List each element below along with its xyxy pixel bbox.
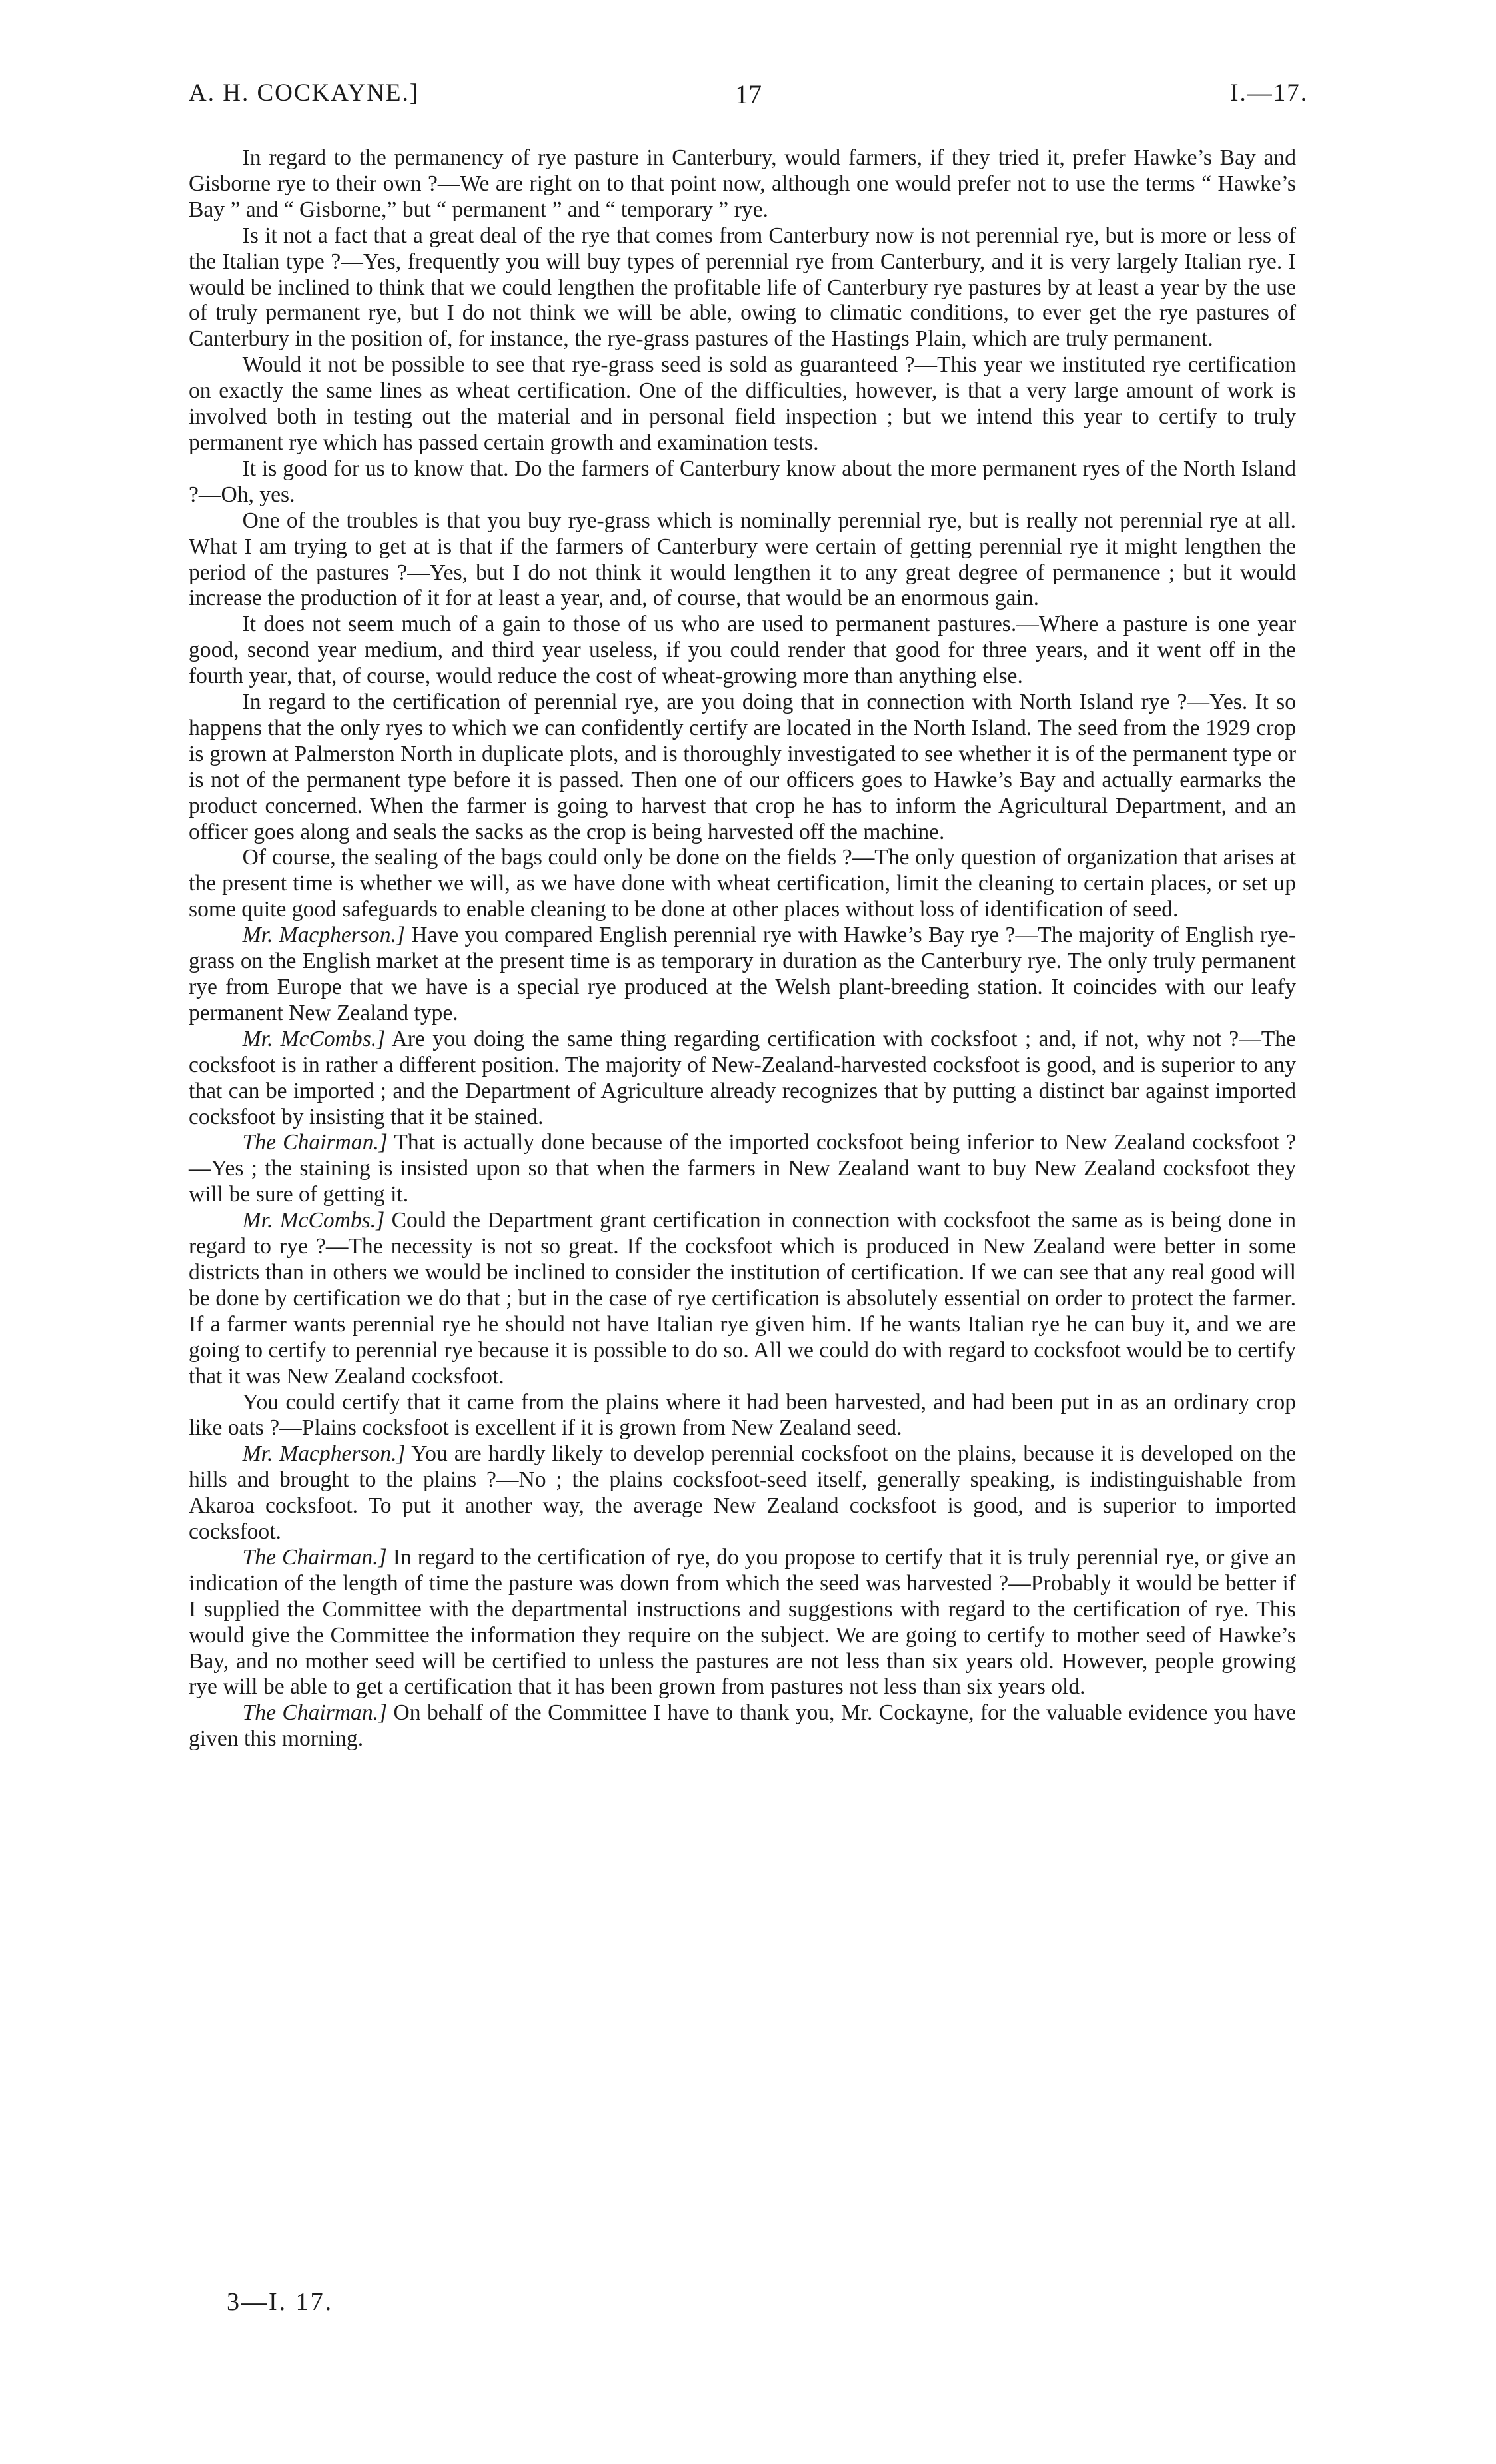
paragraph [189, 612, 1296, 690]
paragraph [189, 690, 1296, 845]
evidence-body [189, 145, 1296, 1752]
paragraph-text: It does not seem much of a gain to those of us who are used to permanent pastures.—Where a pasture is one year good, second year medium, and third year useless, if you could render that good for three years, and it went off in the fourth year, that, of course, would reduce the cost of wheat-growing more than anything else. [189, 612, 1296, 689]
paragraph [189, 145, 1296, 223]
paragraph [189, 1700, 1296, 1752]
paragraph-text: One of the troubles is that you buy rye-grass which is nominally perennial rye, but is really not perennial rye at all. What I am trying to get at is that if the farmers of Canterbury were certain of getting perennial rye it might lengthen the period of the pastures ?—Yes, but I do not think it would lengthen it to any great degree of permanence ; but it would increase the production of it for at least a year, and, of course, that would be an enormous gain. [189, 508, 1296, 611]
paragraph [189, 1208, 1296, 1389]
paragraph [189, 1390, 1296, 1442]
paragraph-text: Have you compared English perennial rye with Hawke’s Bay rye ?—The majority of English rye-grass on the English market at the present time is as temporary in duration as the Canterbury rye. The only truly permanent rye from Europe that we have is a special rye produced at the Welsh plant-breeding station. It coincides with our leafy permanent New Zealand type. [189, 923, 1296, 1025]
paragraph [189, 923, 1296, 1027]
speaker-label: The Chairman.] [242, 1700, 388, 1726]
header-witness-name: A. H. COCKAYNE.] [189, 79, 420, 107]
paragraph-text: Is it not a fact that a great deal of the rye that comes from Canterbury now is not perennial rye, but is more or less of the Italian type ?—Yes, frequently you will buy types of perennial rye from Canterbury, and it is very largely Italian rye. I would be inclined to think that we could lengthen the profitable life of Canterbury rye pastures by at least a year by the use of truly permanent rye, but I do not think we will be able, owing to climatic conditions, to ever get the rye pastures of Canterbury in the position of, for instance, the rye-grass pastures of the Hastings Plain, which are truly permanent. [189, 223, 1296, 352]
page-header [189, 79, 1308, 119]
paragraph [189, 352, 1296, 456]
paragraph-text: Of course, the sealing of the bags could only be done on the fields ?—The only question of organization that arises at the present time is whether we will, as we have done with wheat certification, limit the cleaning to certain places, or set up some quite good safeguards to enable cleaning to be done at other places without loss of identification of seed. [189, 845, 1296, 922]
paragraph-text: Are you doing the same thing regarding certification with cocksfoot ; and, if not, why not ?—The cocksfoot is in rather a different position. The majority of New-Zealand-harvested cocksfoot is good, and is superior to any that can be imported ; and the Department of Agriculture already recognizes that by putting a distinct bar against imported cocksfoot by insisting that it be stained. [189, 1026, 1296, 1129]
paragraph [189, 1130, 1296, 1208]
paragraph [189, 1027, 1296, 1131]
paragraph-text: In regard to the permanency of rye pasture in Canterbury, would farmers, if they tried it, prefer Hawke’s Bay and Gisborne rye to their own ?—We are right on to that point now, although one would prefer not to use the terms “ Hawke’s Bay ” and “ Gisborne,” but “ permanent ” and “ temporary ” rye. [189, 145, 1296, 222]
speaker-label: The Chairman.] [242, 1544, 387, 1570]
paragraph-text: It is good for us to know that. Do the farmers of Canterbury know about the more permanent ryes of the North Island ?—Oh, yes. [189, 456, 1296, 507]
paragraph-text: Would it not be possible to see that rye-grass seed is sold as guaranteed ?—This year we instituted rye certification on exactly the same lines as wheat certification. One of the difficulties, however, is that a very large amount of work is involved both in testing out the material and in personal field inspection ; but we intend this year to certify to truly permanent rye which has passed certain growth and examination tests. [189, 352, 1296, 455]
paragraph [189, 508, 1296, 612]
speaker-label: Mr. McCombs.] [242, 1208, 385, 1233]
paragraph [189, 1545, 1296, 1700]
document-reference: I.—17. [1230, 79, 1308, 107]
speaker-label: Mr. Macpherson.] [242, 1441, 406, 1467]
paragraph [189, 456, 1296, 508]
page-number: 17 [735, 79, 762, 109]
speaker-label: Mr. Macpherson.] [242, 923, 405, 948]
speaker-label: Mr. McCombs.] [242, 1026, 386, 1051]
paragraph-text: Could the Department grant certification in connection with cocksfoot the same as is being done in regard to rye ?—The necessity is not so great. If the cocksfoot which is produced in New Zealand were better in some districts than in others we would be inclined to consider the institution of certification. If we can see that any real good will be done by certification we do that ; but in the case of rye certification is absolutely essential on order to protect the farmer. If a farmer wants perennial rye he should not have Italian rye given him. If he wants Italian rye he can buy it, and we are going to certify to perennial rye because it is possible to do so. All we could do with regard to cocksfoot would be to certify that it was New Zealand cocksfoot. [189, 1208, 1296, 1389]
paragraph [189, 845, 1296, 923]
paragraph-text: That is actually done because of the imported cocksfoot being inferior to New Zealand cocksfoot ?—Yes ; the staining is insisted upon so that when the farmers in New Zealand want to buy New Zealand cocksfoot they will be sure of getting it. [189, 1130, 1297, 1207]
paragraph-text: You could certify that it came from the plains where it had been harvested, and had been put in as an ordinary crop like oats ?—Plains cocksfoot is excellent if it is grown from New Zealand seed. [189, 1389, 1296, 1441]
paragraph-text: In regard to the certification of perennial rye, are you doing that in connection with North Island rye ?—Yes. It so happens that the only ryes to which we can confidently certify are located in the North Island. The seed from the 1929 crop is grown at Palmerston North in duplicate plots, and is thoroughly investigated to see whether it is of the permanent type or is not of the permanent type before it is passed. Then one of our officers goes to Hawke’s Bay and actually earmarks the product concerned. When the farmer is going to harvest that crop he has to inform the Agricultural Department, and an officer goes along and seals the sacks as the crop is being harvested off the machine. [189, 690, 1296, 844]
paragraph-text: In regard to the certification of rye, do you propose to certify that it is truly perennial rye, or give an indication of the length of time the pasture was down from which the seed was harvested ?—Probably it would be better if I supplied the Committee with the departmental instructions and suggestions with regard to the certification of rye. This would give the Committee the information they require on the subject. We are going to certify to mother seed of Hawke’s Bay, and no mother seed will be certified to unless the pastures are not less than six years old. However, people growing rye will be able to get a certification that it has been grown from pastures not less than six years old. [189, 1544, 1297, 1700]
paragraph-text: On behalf of the Committee I have to thank you, Mr. Cockayne, for the valuable evidence you have given this morning. [189, 1700, 1296, 1752]
signature-mark: 3—I. 17. [227, 2288, 334, 2316]
speaker-label: The Chairman.] [242, 1130, 388, 1155]
paragraph [189, 1441, 1296, 1545]
paragraph [189, 223, 1296, 353]
paragraph-text: You are hardly likely to develop perennial cocksfoot on the plains, because it is developed on the hills and brought to the plains ?—No ; the plains cocksfoot-seed itself, generally speaking, is indistinguishable from Akaroa cocksfoot. To put it another way, the average New Zealand cocksfoot is good, and is superior to imported cocksfoot. [189, 1441, 1296, 1544]
